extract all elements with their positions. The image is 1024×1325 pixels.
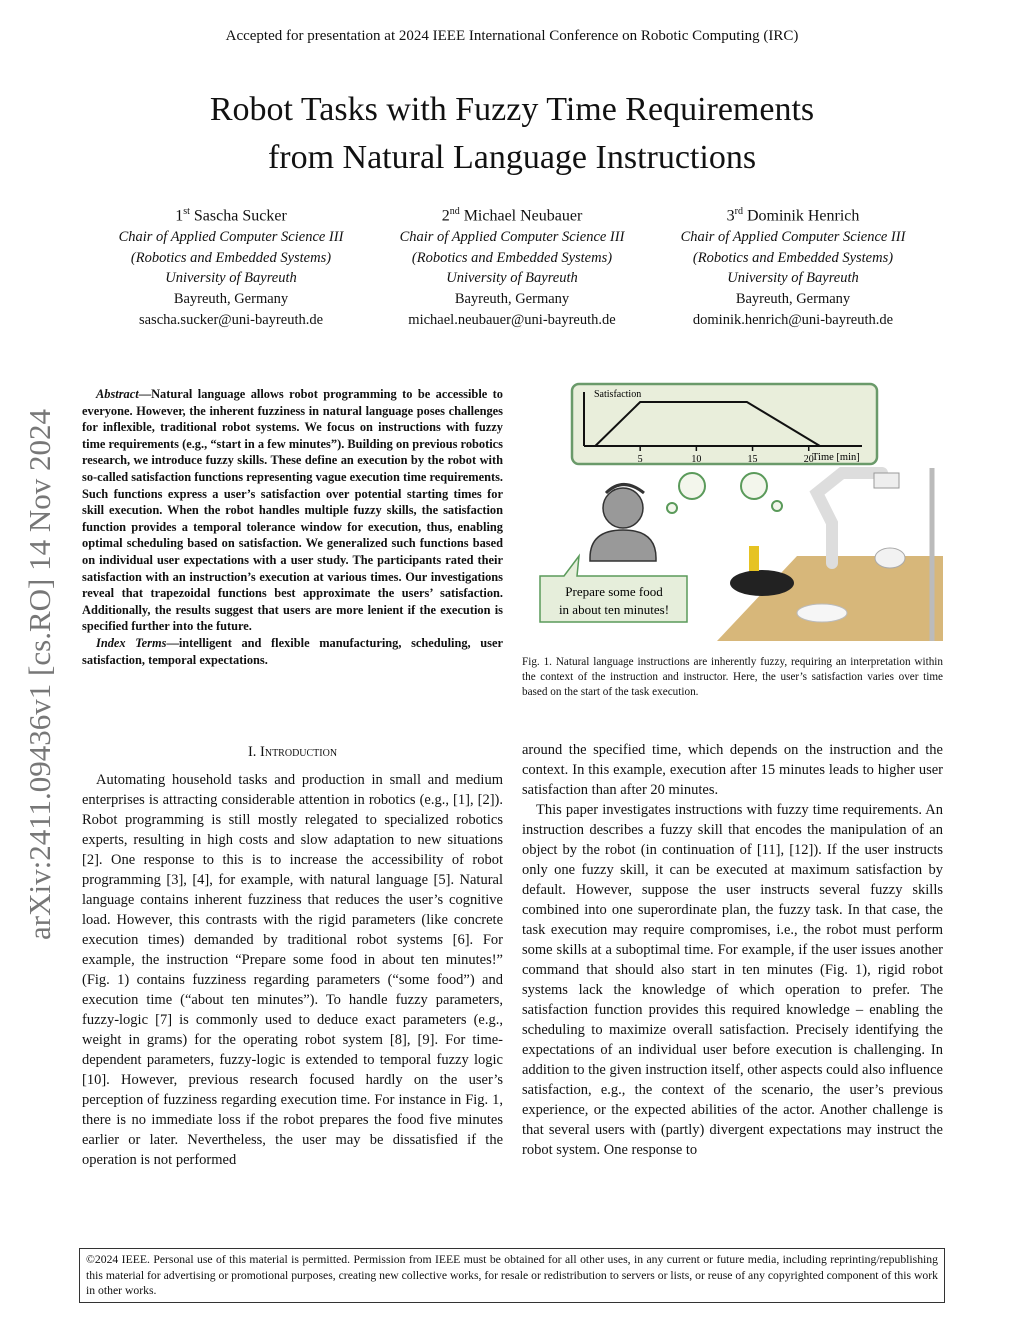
speech-line-1: Prepare some food: [565, 584, 663, 599]
author-email: dominik.henrich@uni-bayreuth.de: [692, 311, 894, 328]
author-3: 3rd Dominik Henrich Chair of Applied Computer Science III (Robotics and Embedded Systems) University of Bayreuth Bayreuth, Germany dominik.henrich@uni-bayreuth.de: [648, 202, 938, 331]
conference-header: Accepted for presentation at 2024 IEEE International Conference on Robotic Computing (IRC): [225, 28, 799, 44]
author-email: sascha.sucker@uni-bayreuth.de: [138, 311, 324, 328]
figure-illustration: [522, 378, 943, 643]
author-name: Michael Neubauer: [463, 207, 583, 225]
abstract: Abstract—Natural language allows robot programming to be accessible to everyone. However, the inherent fuzziness in natural language poses challenges for inflexible, traditional robot systems. We focus on instructions with fuzzy time requirements (e.g., “start in a few minutes”). Building on previous robotics research, we introduce fuzzy skills. These define an execution by the robot with so-called satisfaction functions representing vague execution time requirements. Such functions express a user’s satisfaction over potential starting times for skill execution. When the robot handles multiple fuzzy skills, the satisfaction function provides a temporal tolerance window for execution, thus, enabling optimal scheduling based on satisfaction. We generalized such functions based on individual user expectations with a user study. The participants rated their satisfaction with an instruction’s execution at various times. Our investigations reveal that trapezoidal functions best approximate the users’ satisfaction. Additionally, the results suggest that users are more lenient if the execution is specified further into the future. Index Terms—intelligent and flexible manufacturing, scheduling, user satisfaction, temporal expectations.: [82, 387, 504, 667]
speech-bubble: [540, 556, 687, 622]
figure-1: [522, 378, 943, 643]
person-icon: [590, 485, 656, 562]
y-axis-label: Satisfaction: [594, 389, 642, 400]
x-tick-label: 5: [637, 454, 643, 465]
copyright-notice: ©2024 IEEE. Personal use of this material is permitted. Permission from IEEE must be obtained for all other uses, in any current or future media, including reprinting/republishing this material for advertising or promotional purposes, creating new collective works, for resale or redistribution to servers or lists, or reuse of any copyrighted component of this work in other works.: [79, 1248, 945, 1303]
section-heading: I. Introduction: [247, 744, 338, 760]
author-name: Sascha Sucker: [193, 207, 287, 225]
x-tick-label: 20: [803, 454, 814, 465]
title-line-1: Robot Tasks with Fuzzy Time Requirements: [209, 91, 815, 128]
author-email: michael.neubauer@uni-bayreuth.de: [408, 311, 616, 328]
speech-line-2: in about ten minutes!: [558, 602, 670, 617]
figure-caption: Fig. 1. Natural language instructions are inherently fuzzy, requiring an interpretation within the context of the instruction and instructor. Here, the user’s satisfaction varies over time based on the start of the task execution.: [522, 656, 943, 698]
paragraph: Automating household tasks and production in small and medium enterprises is attracting considerable attention in robotics (e.g., [1], [2]). Robot programming is still mostly relegated to specialized robotics experts, resulting in high costs and slow adaptation to new situations [2]. One response to this is to increase the accessibility of robot programming [3], [4], for example, with natural language [5]. Natural language contains inherent fuzziness that reduces the user’s cognitive load. However, this contrasts with the rigid parameters (like concrete execution times) demanded by traditional robot systems [6]. For example, the instruction “Prepare some food in about ten minutes!” (Fig. 1) contains fuzziness regarding parameters (“some food”) and execution time (“about ten minutes”). To handle fuzzy parameters, fuzzy-logic [7] is commonly used to deduce exact parameters (e.g., weight in grams) for the operating robot system [8], [9]. For time-dependent parameters, fuzzy-logic is extended to temporal fuzzy logic [10]. However, previous research focused hardly on the user’s perception of fuzziness regarding execution time. For instance in Fig. 1, there is no immediate loss if the robot prepares the food five minutes earlier or later. Nevertheless, the user may be dissatisfied if the operation is not performed: [82, 772, 503, 1168]
author-name: Dominik Henrich: [746, 207, 860, 225]
arxiv-identifier: arXiv:2411.09436v1 [cs.RO] 14 Nov 2024: [22, 409, 57, 940]
title-line-2: from Natural Language Instructions: [267, 139, 757, 176]
author-2: 2nd Michael Neubauer Chair of Applied Computer Science III (Robotics and Embedded Systems) University of Bayreuth Bayreuth, Germany michael.neubauer@uni-bayreuth.de: [367, 202, 657, 331]
paragraph: around the specified time, which depends on the instruction and the context. In this example, execution after 15 minutes leads to higher user satisfaction than after 20 minutes.: [522, 742, 943, 798]
x-tick-label: 10: [691, 454, 702, 465]
author-1: 1st Sascha Sucker Chair of Applied Computer Science III (Robotics and Embedded Systems) University of Bayreuth Bayreuth, Germany sascha.sucker@uni-bayreuth.de: [86, 202, 376, 331]
paragraph: This paper investigates instructions with fuzzy time requirements. An instruction describes a fuzzy skill that encodes the manipulation of an object by the robot (in continuation of [11], [12]). If the user instructs only one fuzzy skill, it can be executed at maximum satisfaction by default. However, suppose the user instructs several fuzzy skills combined into one superordinate plan, the fuzzy task. In that case, the task execution may require compromises, i.e., the robot must perform some skills at a suboptimal time. For example, if the user issues another command that should also start in ten minutes (Fig. 1), rigid robot systems lack the knowledge of which operation to prefer. The satisfaction function provides this required knowledge – enabling the scheduling to maximize overall satisfaction. Precisely identifying the expectations of an individual user before execution is challenging. In addition to the given instruction itself, other aspects could also influence satisfaction, e.g., the context of the scenario, the user’s previous experience, or the expected abilities of the actor. Another challenge is that several users with (partly) divergent expectations may instruct the robot system. One response to: [522, 802, 943, 1158]
thought-bubbles: [667, 473, 782, 513]
right-column: [522, 740, 943, 1160]
x-tick-label: 15: [747, 454, 758, 465]
x-axis-label: Time [min]: [812, 452, 860, 463]
left-column: [82, 730, 503, 1170]
paper-title: [0, 86, 1024, 182]
